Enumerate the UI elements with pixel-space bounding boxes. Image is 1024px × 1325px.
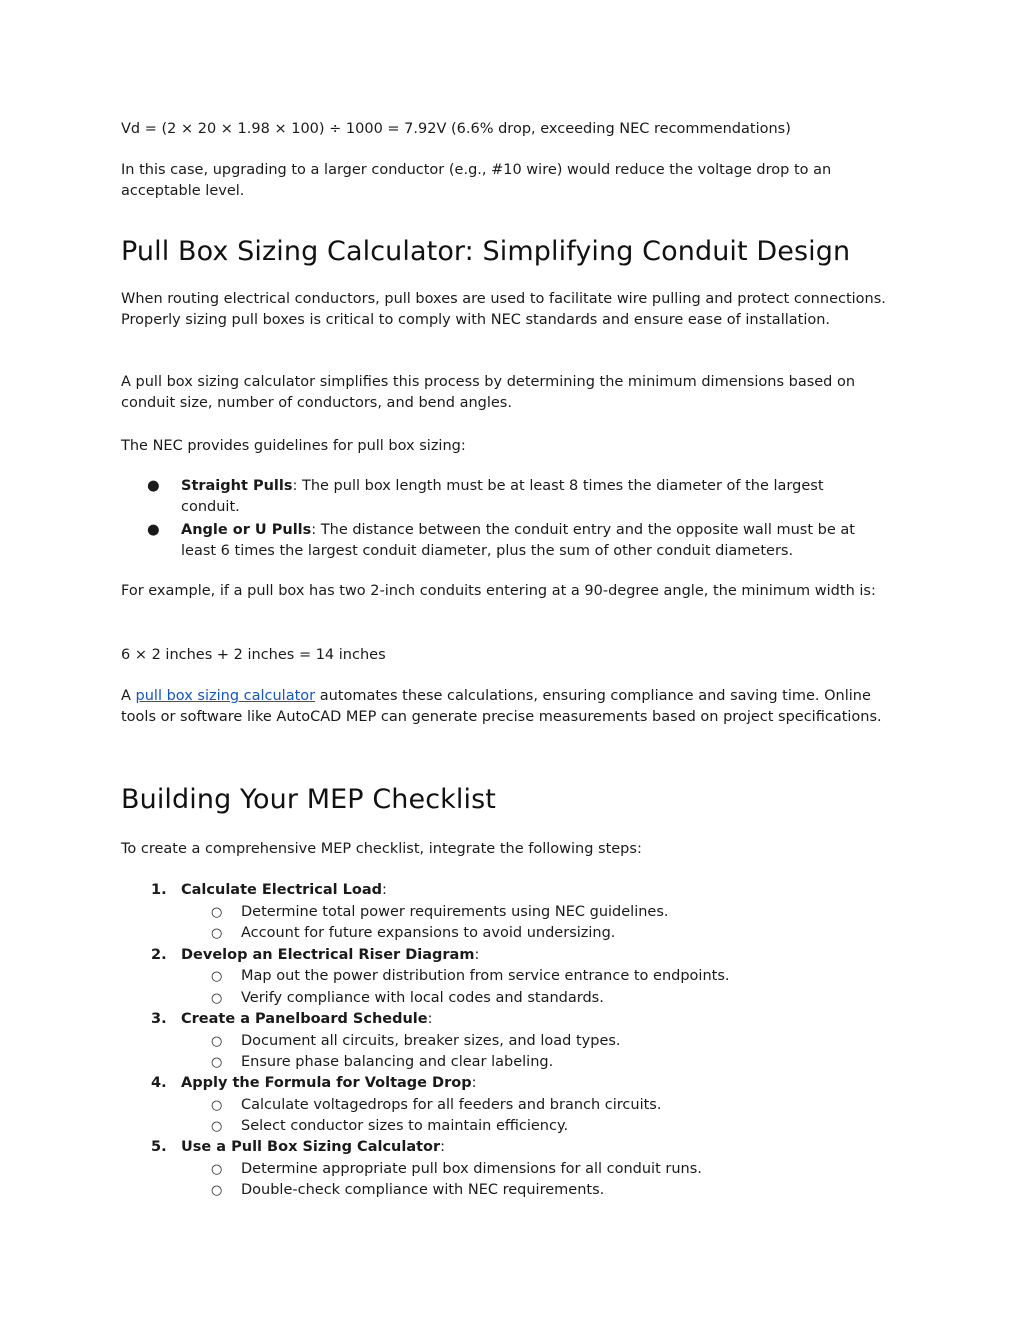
- routing-paragraph: When routing electrical conductors, pull boxes are used to facilitate wire pulling and protect connections. Properly sizing pull boxes is critical to comply with NEC standards and ensure ease of installation.: [121, 291, 886, 328]
- step-colon: :: [474, 946, 480, 963]
- sub-bullet-circle: ○: [211, 1097, 223, 1113]
- upgrade-paragraph: In this case, upgrading to a larger conductor (e.g., #10 wire) would reduce the voltage drop to an acceptable level.: [121, 162, 832, 199]
- sub-bullet-circle: ○: [211, 1161, 223, 1177]
- step-number: 5.: [151, 1139, 167, 1155]
- formula-paragraph: 6 × 2 inches + 2 inches = 14 inches: [121, 647, 386, 663]
- sub-bullet-circle: ○: [211, 1033, 223, 1049]
- sub-text: Document all circuits, breaker sizes, and load types.: [241, 1032, 621, 1049]
- step-number: 1.: [151, 882, 167, 898]
- step-title: Apply the Formula for Voltage Drop: [181, 1075, 472, 1091]
- step-title: Calculate Electrical Load: [181, 882, 383, 898]
- heading-pull-box: Pull Box Sizing Calculator: Simplifying Conduit Design: [121, 236, 851, 267]
- step-label: [181, 1073, 476, 1094]
- step-label: [181, 1009, 433, 1030]
- sub-text: Verify compliance with local codes and standards.: [241, 989, 604, 1006]
- sub-bullet-circle: ○: [211, 926, 223, 941]
- automates-paragraph: [121, 686, 901, 728]
- bullet-dot: ●: [147, 478, 160, 494]
- sub-text: Double-check compliance with NEC requirements.: [241, 1182, 605, 1198]
- bullet-dot: ●: [147, 522, 160, 538]
- step-label: [181, 1137, 445, 1158]
- sub-text: Account for future expansions to avoid undersizing.: [241, 925, 616, 941]
- sub-bullet-circle: ○: [211, 1119, 223, 1134]
- sub-text: Ensure phase balancing and clear labeling.: [241, 1054, 554, 1070]
- sub-text: Determine total power requirements using NEC guidelines.: [241, 903, 669, 920]
- step-label: [181, 945, 479, 966]
- step-colon: :: [440, 1139, 446, 1155]
- bullet-text: [181, 520, 881, 562]
- step-title: Create a Panelboard Schedule: [181, 1011, 428, 1027]
- voltage-drop-equation: Vd = (2 × 20 × 1.98 × 100) ÷ 1000 = 7.92V (6.6% drop, exceeding NEC recommendations): [121, 121, 791, 137]
- automates-pre: A: [121, 688, 136, 704]
- step-number: 3.: [151, 1011, 167, 1027]
- automates-post: automates these calculations, ensuring compliance and saving time. Online tools or software like AutoCAD MEP can generate precise measurements based on project specifications.: [121, 688, 882, 725]
- sub-bullet-circle: ○: [211, 1183, 223, 1198]
- sub-bullet-circle: ○: [211, 969, 223, 984]
- bullet-rest: : The pull box length must be at least 8 times the diameter of the largest conduit.: [181, 478, 824, 515]
- sub-text: Determine appropriate pull box dimensions for all conduit runs.: [241, 1160, 702, 1177]
- step-number: 4.: [151, 1075, 167, 1091]
- bullet-rest: : The distance between the conduit entry and the opposite wall must be at least 6 times the largest conduit diameter, plus the sum of other conduit diameters.: [181, 522, 855, 559]
- step-colon: :: [471, 1075, 477, 1091]
- heading-checklist: Building Your MEP Checklist: [121, 784, 496, 815]
- calculator-paragraph: A pull box sizing calculator simplifies this process by determining the minimum dimensions based on conduit size, number of conductors, and bend angles.: [121, 374, 856, 411]
- bullet-bold: Straight Pulls: [181, 478, 293, 494]
- step-number: 2.: [151, 946, 167, 963]
- sub-bullet-circle: ○: [211, 904, 223, 920]
- step-title: Use a Pull Box Sizing Calculator: [181, 1139, 441, 1155]
- step-title: Develop an Electrical Riser Diagram: [181, 946, 475, 963]
- example-paragraph: For example, if a pull box has two 2-inch conduits entering at a 90-degree angle, the minimum width is:: [121, 583, 876, 599]
- sub-text: Map out the power distribution from service entrance to endpoints.: [241, 968, 730, 984]
- guidelines-paragraph: The NEC provides guidelines for pull box sizing:: [121, 438, 466, 454]
- pull-box-calculator-link[interactable]: pull box sizing calculator: [135, 688, 316, 704]
- create-paragraph: To create a comprehensive MEP checklist, integrate the following steps:: [121, 841, 642, 857]
- bullet-bold: Angle or U Pulls: [181, 522, 312, 538]
- bullet-text: [181, 476, 881, 518]
- sub-bullet-circle: ○: [211, 1055, 223, 1070]
- step-label: [181, 880, 387, 901]
- sub-bullet-circle: ○: [211, 990, 223, 1006]
- sub-text: Select conductor sizes to maintain efficiency.: [241, 1118, 569, 1134]
- sub-text: Calculate voltagedrops for all feeders and branch circuits.: [241, 1096, 662, 1113]
- step-colon: :: [427, 1011, 433, 1027]
- step-colon: :: [382, 882, 387, 898]
